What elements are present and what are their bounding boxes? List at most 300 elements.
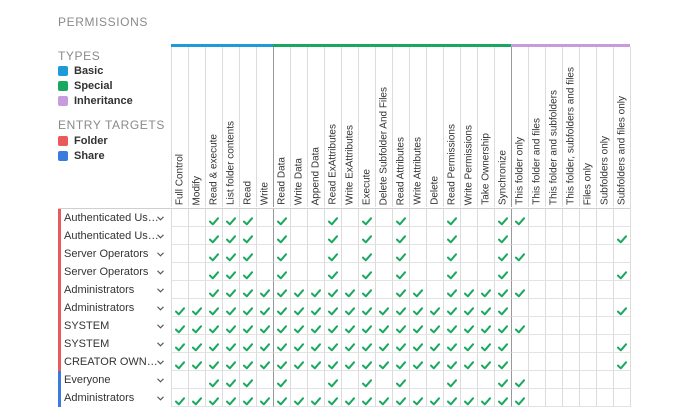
permission-cell[interactable] bbox=[290, 227, 307, 245]
permission-cell[interactable] bbox=[273, 245, 290, 263]
permission-cell[interactable] bbox=[426, 371, 443, 389]
permission-cell[interactable] bbox=[324, 299, 341, 317]
permission-cell[interactable] bbox=[477, 245, 494, 263]
permission-cell[interactable] bbox=[528, 389, 545, 407]
permission-cell[interactable] bbox=[596, 263, 613, 281]
permission-cell[interactable] bbox=[579, 317, 596, 335]
permission-cell[interactable] bbox=[273, 335, 290, 353]
column-header-this-folder-subfolders-and-files[interactable] bbox=[562, 47, 579, 207]
table-row[interactable] bbox=[58, 281, 631, 299]
permission-cell[interactable] bbox=[358, 335, 375, 353]
column-header-read-permissions[interactable] bbox=[443, 47, 460, 207]
permission-cell[interactable] bbox=[613, 281, 630, 299]
table-row[interactable] bbox=[58, 245, 631, 263]
permission-cell[interactable] bbox=[188, 209, 205, 227]
chevron-down-icon[interactable] bbox=[157, 263, 165, 281]
permission-cell[interactable] bbox=[256, 299, 273, 317]
permission-cell[interactable] bbox=[392, 245, 409, 263]
permission-cell[interactable] bbox=[239, 335, 256, 353]
permission-cell[interactable] bbox=[171, 281, 188, 299]
chevron-down-icon[interactable] bbox=[157, 353, 165, 371]
permission-cell[interactable] bbox=[273, 371, 290, 389]
permission-cell[interactable] bbox=[290, 317, 307, 335]
permission-cell[interactable] bbox=[205, 299, 222, 317]
permission-cell[interactable] bbox=[222, 299, 239, 317]
permission-cell[interactable] bbox=[324, 389, 341, 407]
permission-cell[interactable] bbox=[222, 281, 239, 299]
permission-cell[interactable] bbox=[511, 281, 528, 299]
permission-cell[interactable] bbox=[460, 209, 477, 227]
permission-cell[interactable] bbox=[511, 245, 528, 263]
permission-cell[interactable] bbox=[613, 371, 630, 389]
permission-cell[interactable] bbox=[443, 245, 460, 263]
table-row[interactable] bbox=[58, 227, 631, 245]
permission-cell[interactable] bbox=[460, 389, 477, 407]
permission-cell[interactable] bbox=[426, 263, 443, 281]
permission-cell[interactable] bbox=[290, 353, 307, 371]
permission-cell[interactable] bbox=[324, 371, 341, 389]
permission-cell[interactable] bbox=[392, 227, 409, 245]
permission-cell[interactable] bbox=[205, 245, 222, 263]
permission-cell[interactable] bbox=[545, 281, 562, 299]
permission-cell[interactable] bbox=[613, 389, 630, 407]
permission-cell[interactable] bbox=[494, 281, 511, 299]
column-header-append-data[interactable] bbox=[307, 47, 324, 207]
permission-cell[interactable] bbox=[528, 299, 545, 317]
permission-cell[interactable] bbox=[358, 209, 375, 227]
table-row[interactable] bbox=[58, 299, 631, 317]
permission-cell[interactable] bbox=[205, 317, 222, 335]
permission-cell[interactable] bbox=[222, 371, 239, 389]
permission-cell[interactable] bbox=[290, 335, 307, 353]
permission-cell[interactable] bbox=[256, 317, 273, 335]
permission-cell[interactable] bbox=[494, 299, 511, 317]
permission-cell[interactable] bbox=[324, 317, 341, 335]
permission-cell[interactable] bbox=[290, 389, 307, 407]
permission-cell[interactable] bbox=[579, 263, 596, 281]
permission-cell[interactable] bbox=[375, 281, 392, 299]
permission-cell[interactable] bbox=[443, 335, 460, 353]
permission-cell[interactable] bbox=[171, 209, 188, 227]
permission-cell[interactable] bbox=[613, 263, 630, 281]
permission-cell[interactable] bbox=[545, 263, 562, 281]
permission-cell[interactable] bbox=[222, 353, 239, 371]
permission-cell[interactable] bbox=[460, 317, 477, 335]
permission-cell[interactable] bbox=[545, 353, 562, 371]
column-header-read-data[interactable] bbox=[273, 47, 290, 207]
permission-cell[interactable] bbox=[545, 389, 562, 407]
permission-cell[interactable] bbox=[460, 263, 477, 281]
permission-cell[interactable] bbox=[596, 353, 613, 371]
permission-cell[interactable] bbox=[171, 299, 188, 317]
permission-cell[interactable] bbox=[205, 371, 222, 389]
permission-cell[interactable] bbox=[409, 353, 426, 371]
permission-cell[interactable] bbox=[409, 227, 426, 245]
permission-cell[interactable] bbox=[460, 227, 477, 245]
chevron-down-icon[interactable] bbox=[157, 245, 165, 263]
permission-cell[interactable] bbox=[511, 371, 528, 389]
permission-cell[interactable] bbox=[443, 317, 460, 335]
permission-cell[interactable] bbox=[511, 209, 528, 227]
permission-cell[interactable] bbox=[426, 335, 443, 353]
permission-cell[interactable] bbox=[426, 389, 443, 407]
permission-cell[interactable] bbox=[426, 281, 443, 299]
permission-cell[interactable] bbox=[596, 209, 613, 227]
permission-cell[interactable] bbox=[460, 353, 477, 371]
permission-cell[interactable] bbox=[222, 389, 239, 407]
permission-cell[interactable] bbox=[171, 317, 188, 335]
permission-cell[interactable] bbox=[256, 335, 273, 353]
table-row[interactable] bbox=[58, 263, 631, 281]
permission-cell[interactable] bbox=[307, 335, 324, 353]
permission-cell[interactable] bbox=[562, 245, 579, 263]
permission-cell[interactable] bbox=[528, 371, 545, 389]
permission-cell[interactable] bbox=[545, 245, 562, 263]
permission-cell[interactable] bbox=[613, 227, 630, 245]
permission-cell[interactable] bbox=[188, 371, 205, 389]
permission-cell[interactable] bbox=[205, 389, 222, 407]
permission-cell[interactable] bbox=[375, 227, 392, 245]
permission-cell[interactable] bbox=[426, 353, 443, 371]
permission-cell[interactable] bbox=[494, 335, 511, 353]
permission-cell[interactable] bbox=[358, 371, 375, 389]
column-header-read[interactable] bbox=[239, 47, 256, 207]
permission-cell[interactable] bbox=[562, 281, 579, 299]
permission-cell[interactable] bbox=[341, 299, 358, 317]
permission-cell[interactable] bbox=[239, 281, 256, 299]
permission-cell[interactable] bbox=[562, 335, 579, 353]
permission-cell[interactable] bbox=[562, 317, 579, 335]
permission-cell[interactable] bbox=[409, 335, 426, 353]
permission-cell[interactable] bbox=[222, 263, 239, 281]
permission-cell[interactable] bbox=[290, 371, 307, 389]
permission-cell[interactable] bbox=[613, 299, 630, 317]
permission-cell[interactable] bbox=[477, 371, 494, 389]
permission-cell[interactable] bbox=[324, 335, 341, 353]
column-header-full-control[interactable] bbox=[171, 47, 188, 207]
permission-cell[interactable] bbox=[596, 389, 613, 407]
permission-cell[interactable] bbox=[477, 389, 494, 407]
permission-cell[interactable] bbox=[273, 299, 290, 317]
permission-cell[interactable] bbox=[205, 353, 222, 371]
table-row[interactable] bbox=[58, 371, 631, 389]
permission-cell[interactable] bbox=[375, 353, 392, 371]
column-header-delete-subfolder-and-files[interactable] bbox=[375, 47, 392, 207]
permission-cell[interactable] bbox=[239, 299, 256, 317]
column-header-files-only[interactable] bbox=[579, 47, 596, 207]
permission-cell[interactable] bbox=[511, 299, 528, 317]
chevron-down-icon[interactable] bbox=[157, 209, 165, 227]
permission-cell[interactable] bbox=[188, 281, 205, 299]
permission-cell[interactable] bbox=[494, 317, 511, 335]
permission-cell[interactable] bbox=[460, 299, 477, 317]
permission-cell[interactable] bbox=[528, 317, 545, 335]
permission-cell[interactable] bbox=[409, 209, 426, 227]
permission-cell[interactable] bbox=[324, 353, 341, 371]
permission-cell[interactable] bbox=[545, 299, 562, 317]
permission-cell[interactable] bbox=[545, 209, 562, 227]
permission-cell[interactable] bbox=[188, 245, 205, 263]
permission-cell[interactable] bbox=[205, 281, 222, 299]
permission-cell[interactable] bbox=[426, 227, 443, 245]
permission-cell[interactable] bbox=[562, 227, 579, 245]
permission-cell[interactable] bbox=[494, 263, 511, 281]
permission-cell[interactable] bbox=[596, 245, 613, 263]
permission-cell[interactable] bbox=[239, 209, 256, 227]
column-header-delete[interactable] bbox=[426, 47, 443, 207]
permission-cell[interactable] bbox=[307, 299, 324, 317]
permission-cell[interactable] bbox=[392, 389, 409, 407]
permission-cell[interactable] bbox=[375, 335, 392, 353]
table-row[interactable] bbox=[58, 335, 631, 353]
permission-cell[interactable] bbox=[545, 335, 562, 353]
permission-cell[interactable] bbox=[307, 209, 324, 227]
permission-cell[interactable] bbox=[460, 281, 477, 299]
permission-cell[interactable] bbox=[324, 227, 341, 245]
table-row[interactable] bbox=[58, 353, 631, 371]
permission-cell[interactable] bbox=[443, 209, 460, 227]
permission-cell[interactable] bbox=[528, 353, 545, 371]
permission-cell[interactable] bbox=[562, 353, 579, 371]
column-header-write[interactable] bbox=[256, 47, 273, 207]
permission-cell[interactable] bbox=[392, 299, 409, 317]
permission-cell[interactable] bbox=[613, 353, 630, 371]
permission-cell[interactable] bbox=[256, 263, 273, 281]
permission-cell[interactable] bbox=[409, 281, 426, 299]
permission-cell[interactable] bbox=[324, 281, 341, 299]
column-header-subfolders-and-files-only[interactable] bbox=[613, 47, 630, 207]
chevron-down-icon[interactable] bbox=[157, 335, 165, 353]
permission-cell[interactable] bbox=[375, 299, 392, 317]
permission-cell[interactable] bbox=[443, 227, 460, 245]
permission-cell[interactable] bbox=[494, 371, 511, 389]
permission-cell[interactable] bbox=[392, 209, 409, 227]
permission-cell[interactable] bbox=[256, 245, 273, 263]
permission-cell[interactable] bbox=[511, 263, 528, 281]
permission-cell[interactable] bbox=[256, 281, 273, 299]
permission-cell[interactable] bbox=[409, 389, 426, 407]
chevron-down-icon[interactable] bbox=[157, 299, 165, 317]
permission-cell[interactable] bbox=[239, 263, 256, 281]
permission-cell[interactable] bbox=[307, 281, 324, 299]
permission-cell[interactable] bbox=[273, 389, 290, 407]
column-header-take-ownership[interactable] bbox=[477, 47, 494, 207]
permission-cell[interactable] bbox=[307, 317, 324, 335]
permission-cell[interactable] bbox=[188, 335, 205, 353]
permission-cell[interactable] bbox=[460, 335, 477, 353]
permission-cell[interactable] bbox=[171, 389, 188, 407]
permission-cell[interactable] bbox=[375, 263, 392, 281]
permission-cell[interactable] bbox=[188, 299, 205, 317]
permission-cell[interactable] bbox=[171, 371, 188, 389]
chevron-down-icon[interactable] bbox=[157, 227, 165, 245]
permission-cell[interactable] bbox=[324, 209, 341, 227]
permission-cell[interactable] bbox=[409, 299, 426, 317]
permission-cell[interactable] bbox=[579, 245, 596, 263]
permission-cell[interactable] bbox=[290, 299, 307, 317]
permission-cell[interactable] bbox=[341, 371, 358, 389]
permission-cell[interactable] bbox=[426, 209, 443, 227]
permission-cell[interactable] bbox=[273, 263, 290, 281]
permission-cell[interactable] bbox=[494, 209, 511, 227]
permission-cell[interactable] bbox=[239, 317, 256, 335]
permission-cell[interactable] bbox=[358, 299, 375, 317]
permission-cell[interactable] bbox=[545, 227, 562, 245]
permission-cell[interactable] bbox=[239, 245, 256, 263]
column-header-this-folder-only[interactable] bbox=[511, 47, 528, 207]
column-header-modify[interactable] bbox=[188, 47, 205, 207]
permission-cell[interactable] bbox=[188, 389, 205, 407]
permission-cell[interactable] bbox=[528, 335, 545, 353]
permission-cell[interactable] bbox=[239, 371, 256, 389]
permission-cell[interactable] bbox=[358, 245, 375, 263]
permission-cell[interactable] bbox=[562, 389, 579, 407]
permission-cell[interactable] bbox=[375, 317, 392, 335]
permission-cell[interactable] bbox=[188, 353, 205, 371]
permission-cell[interactable] bbox=[375, 245, 392, 263]
permission-cell[interactable] bbox=[477, 335, 494, 353]
permission-cell[interactable] bbox=[307, 353, 324, 371]
permission-cell[interactable] bbox=[358, 317, 375, 335]
permission-cell[interactable] bbox=[562, 209, 579, 227]
permission-cell[interactable] bbox=[613, 245, 630, 263]
permission-cell[interactable] bbox=[307, 389, 324, 407]
permission-cell[interactable] bbox=[358, 389, 375, 407]
permission-cell[interactable] bbox=[579, 353, 596, 371]
permission-cell[interactable] bbox=[528, 227, 545, 245]
permission-cell[interactable] bbox=[290, 263, 307, 281]
permission-cell[interactable] bbox=[324, 245, 341, 263]
column-header-subfolders-only[interactable] bbox=[596, 47, 613, 207]
permission-cell[interactable] bbox=[341, 353, 358, 371]
permission-cell[interactable] bbox=[239, 227, 256, 245]
permission-cell[interactable] bbox=[392, 317, 409, 335]
table-row[interactable] bbox=[58, 209, 631, 227]
permission-cell[interactable] bbox=[426, 317, 443, 335]
permission-cell[interactable] bbox=[324, 263, 341, 281]
permission-cell[interactable] bbox=[222, 245, 239, 263]
permission-cell[interactable] bbox=[171, 353, 188, 371]
column-header-write-permissions[interactable] bbox=[460, 47, 477, 207]
permission-cell[interactable] bbox=[222, 335, 239, 353]
permission-cell[interactable] bbox=[273, 209, 290, 227]
permission-cell[interactable] bbox=[188, 227, 205, 245]
permission-cell[interactable] bbox=[273, 281, 290, 299]
permission-cell[interactable] bbox=[460, 371, 477, 389]
permission-cell[interactable] bbox=[494, 353, 511, 371]
table-row[interactable] bbox=[58, 317, 631, 335]
permission-cell[interactable] bbox=[205, 209, 222, 227]
permission-cell[interactable] bbox=[290, 209, 307, 227]
permission-cell[interactable] bbox=[579, 389, 596, 407]
permission-cell[interactable] bbox=[494, 389, 511, 407]
permission-cell[interactable] bbox=[341, 317, 358, 335]
permission-cell[interactable] bbox=[188, 263, 205, 281]
permission-cell[interactable] bbox=[307, 227, 324, 245]
permission-cell[interactable] bbox=[477, 299, 494, 317]
permission-cell[interactable] bbox=[477, 209, 494, 227]
permission-cell[interactable] bbox=[307, 263, 324, 281]
permission-cell[interactable] bbox=[528, 245, 545, 263]
column-header-list-folder-contents[interactable] bbox=[222, 47, 239, 207]
permission-cell[interactable] bbox=[613, 209, 630, 227]
permission-cell[interactable] bbox=[528, 209, 545, 227]
permission-cell[interactable] bbox=[494, 245, 511, 263]
permission-cell[interactable] bbox=[358, 227, 375, 245]
permission-cell[interactable] bbox=[511, 227, 528, 245]
permission-cell[interactable] bbox=[477, 353, 494, 371]
chevron-down-icon[interactable] bbox=[157, 281, 165, 299]
permission-cell[interactable] bbox=[341, 263, 358, 281]
permission-cell[interactable] bbox=[579, 227, 596, 245]
permission-cell[interactable] bbox=[375, 371, 392, 389]
permission-cell[interactable] bbox=[307, 371, 324, 389]
permission-cell[interactable] bbox=[239, 389, 256, 407]
permission-cell[interactable] bbox=[562, 299, 579, 317]
permission-cell[interactable] bbox=[392, 353, 409, 371]
permission-cell[interactable] bbox=[443, 389, 460, 407]
permission-cell[interactable] bbox=[392, 263, 409, 281]
permission-cell[interactable] bbox=[443, 281, 460, 299]
permission-cell[interactable] bbox=[409, 317, 426, 335]
column-header-this-folder-and-subfolders[interactable] bbox=[545, 47, 562, 207]
permission-cell[interactable] bbox=[477, 263, 494, 281]
permission-cell[interactable] bbox=[596, 227, 613, 245]
permission-cell[interactable] bbox=[409, 263, 426, 281]
permission-cell[interactable] bbox=[460, 245, 477, 263]
permission-cell[interactable] bbox=[579, 299, 596, 317]
chevron-down-icon[interactable] bbox=[157, 371, 165, 389]
chevron-down-icon[interactable] bbox=[157, 389, 165, 407]
permission-cell[interactable] bbox=[579, 371, 596, 389]
column-header-read-attributes[interactable] bbox=[392, 47, 409, 207]
permission-cell[interactable] bbox=[205, 227, 222, 245]
permission-cell[interactable] bbox=[341, 227, 358, 245]
permission-cell[interactable] bbox=[443, 371, 460, 389]
permission-cell[interactable] bbox=[579, 281, 596, 299]
chevron-down-icon[interactable] bbox=[157, 317, 165, 335]
permission-cell[interactable] bbox=[341, 389, 358, 407]
permission-cell[interactable] bbox=[528, 263, 545, 281]
permission-cell[interactable] bbox=[511, 317, 528, 335]
table-row[interactable] bbox=[58, 389, 631, 407]
permission-cell[interactable] bbox=[494, 227, 511, 245]
permission-cell[interactable] bbox=[392, 335, 409, 353]
permission-cell[interactable] bbox=[171, 245, 188, 263]
permission-cell[interactable] bbox=[596, 335, 613, 353]
column-header-synchronize[interactable] bbox=[494, 47, 511, 207]
permission-cell[interactable] bbox=[171, 335, 188, 353]
permission-cell[interactable] bbox=[358, 263, 375, 281]
permission-cell[interactable] bbox=[256, 371, 273, 389]
permission-cell[interactable] bbox=[545, 317, 562, 335]
permission-cell[interactable] bbox=[171, 263, 188, 281]
column-header-write-attributes[interactable] bbox=[409, 47, 426, 207]
permission-cell[interactable] bbox=[511, 335, 528, 353]
permission-cell[interactable] bbox=[290, 281, 307, 299]
permission-cell[interactable] bbox=[273, 353, 290, 371]
permission-cell[interactable] bbox=[341, 209, 358, 227]
permission-cell[interactable] bbox=[477, 317, 494, 335]
permission-cell[interactable] bbox=[596, 299, 613, 317]
permission-cell[interactable] bbox=[341, 245, 358, 263]
permission-cell[interactable] bbox=[579, 209, 596, 227]
column-header-write-data[interactable] bbox=[290, 47, 307, 207]
permission-cell[interactable] bbox=[613, 317, 630, 335]
permission-cell[interactable] bbox=[256, 227, 273, 245]
permission-cell[interactable] bbox=[290, 245, 307, 263]
permission-cell[interactable] bbox=[341, 335, 358, 353]
